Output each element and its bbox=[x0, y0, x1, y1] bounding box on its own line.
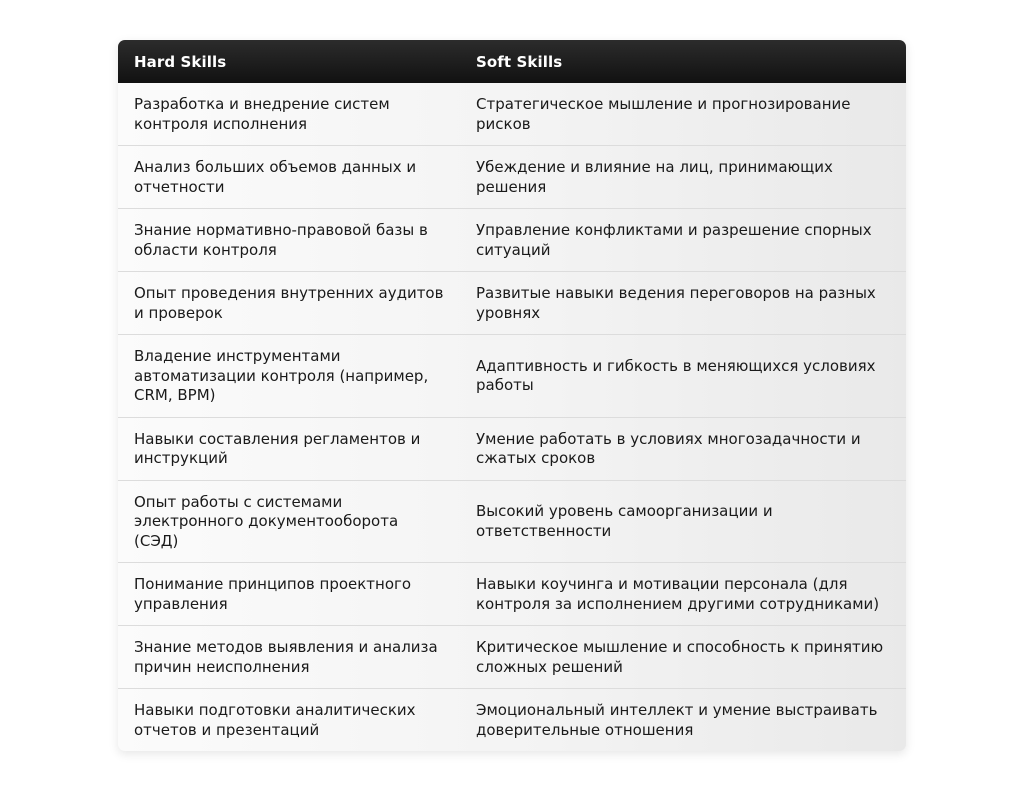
skills-table-container bbox=[118, 40, 906, 751]
soft-skill-cell: Навыки коучинга и мотивации персонала (для контроля за исполнением другими сотрудниками) bbox=[476, 575, 880, 613]
hard-skill-cell: Анализ больших объемов данных и отчетности bbox=[134, 158, 417, 196]
table-row bbox=[118, 83, 906, 146]
soft-skill-cell: Умение работать в условиях многозадачности и сжатых сроков bbox=[476, 429, 861, 467]
hard-skill-cell: Знание методов выявления и анализа причин неисполнения bbox=[134, 638, 438, 676]
hard-skill-cell: Опыт работы с системами электронного документооборота (СЭД) bbox=[134, 492, 399, 550]
hard-skill-cell: Владение инструментами автоматизации контроля (например, CRM, BPM) bbox=[134, 347, 429, 404]
table-row bbox=[118, 335, 906, 418]
soft-skill-cell: Критическое мышление и способность к принятию сложных решений bbox=[476, 638, 884, 676]
hard-skill-cell: Разработка и внедрение систем контроля исполнения bbox=[134, 95, 390, 133]
soft-skill-cell: Убеждение и влияние на лиц, принимающих решения bbox=[476, 158, 833, 196]
table-header-row bbox=[118, 40, 906, 83]
table-row bbox=[118, 563, 906, 626]
table-row bbox=[118, 689, 906, 752]
soft-skill-cell: Высокий уровень самоорганизации и ответственности bbox=[476, 502, 773, 540]
skills-table bbox=[118, 40, 906, 751]
soft-skill-cell: Управление конфликтами и разрешение спорных ситуаций bbox=[476, 221, 872, 259]
header-soft-skills: Soft Skills bbox=[476, 52, 563, 71]
hard-skill-cell: Навыки составления регламентов и инструкций bbox=[134, 429, 421, 467]
table-row bbox=[118, 417, 906, 480]
soft-skill-cell: Развитые навыки ведения переговоров на разных уровнях bbox=[476, 284, 876, 322]
table-row bbox=[118, 480, 906, 563]
header-hard-skills: Hard Skills bbox=[134, 52, 227, 71]
soft-skill-cell: Эмоциональный интеллект и умение выстраивать доверительные отношения bbox=[476, 701, 878, 739]
hard-skill-cell: Знание нормативно-правовой базы в области контроля bbox=[134, 221, 428, 259]
table-row bbox=[118, 272, 906, 335]
table-row bbox=[118, 209, 906, 272]
hard-skill-cell: Понимание принципов проектного управления bbox=[134, 575, 412, 613]
table-row bbox=[118, 146, 906, 209]
hard-skill-cell: Опыт проведения внутренних аудитов и проверок bbox=[134, 284, 444, 322]
table-row bbox=[118, 626, 906, 689]
soft-skill-cell: Стратегическое мышление и прогнозирование рисков bbox=[476, 95, 851, 133]
hard-skill-cell: Навыки подготовки аналитических отчетов и презентаций bbox=[134, 701, 416, 739]
soft-skill-cell: Адаптивность и гибкость в меняющихся условиях работы bbox=[476, 356, 876, 395]
